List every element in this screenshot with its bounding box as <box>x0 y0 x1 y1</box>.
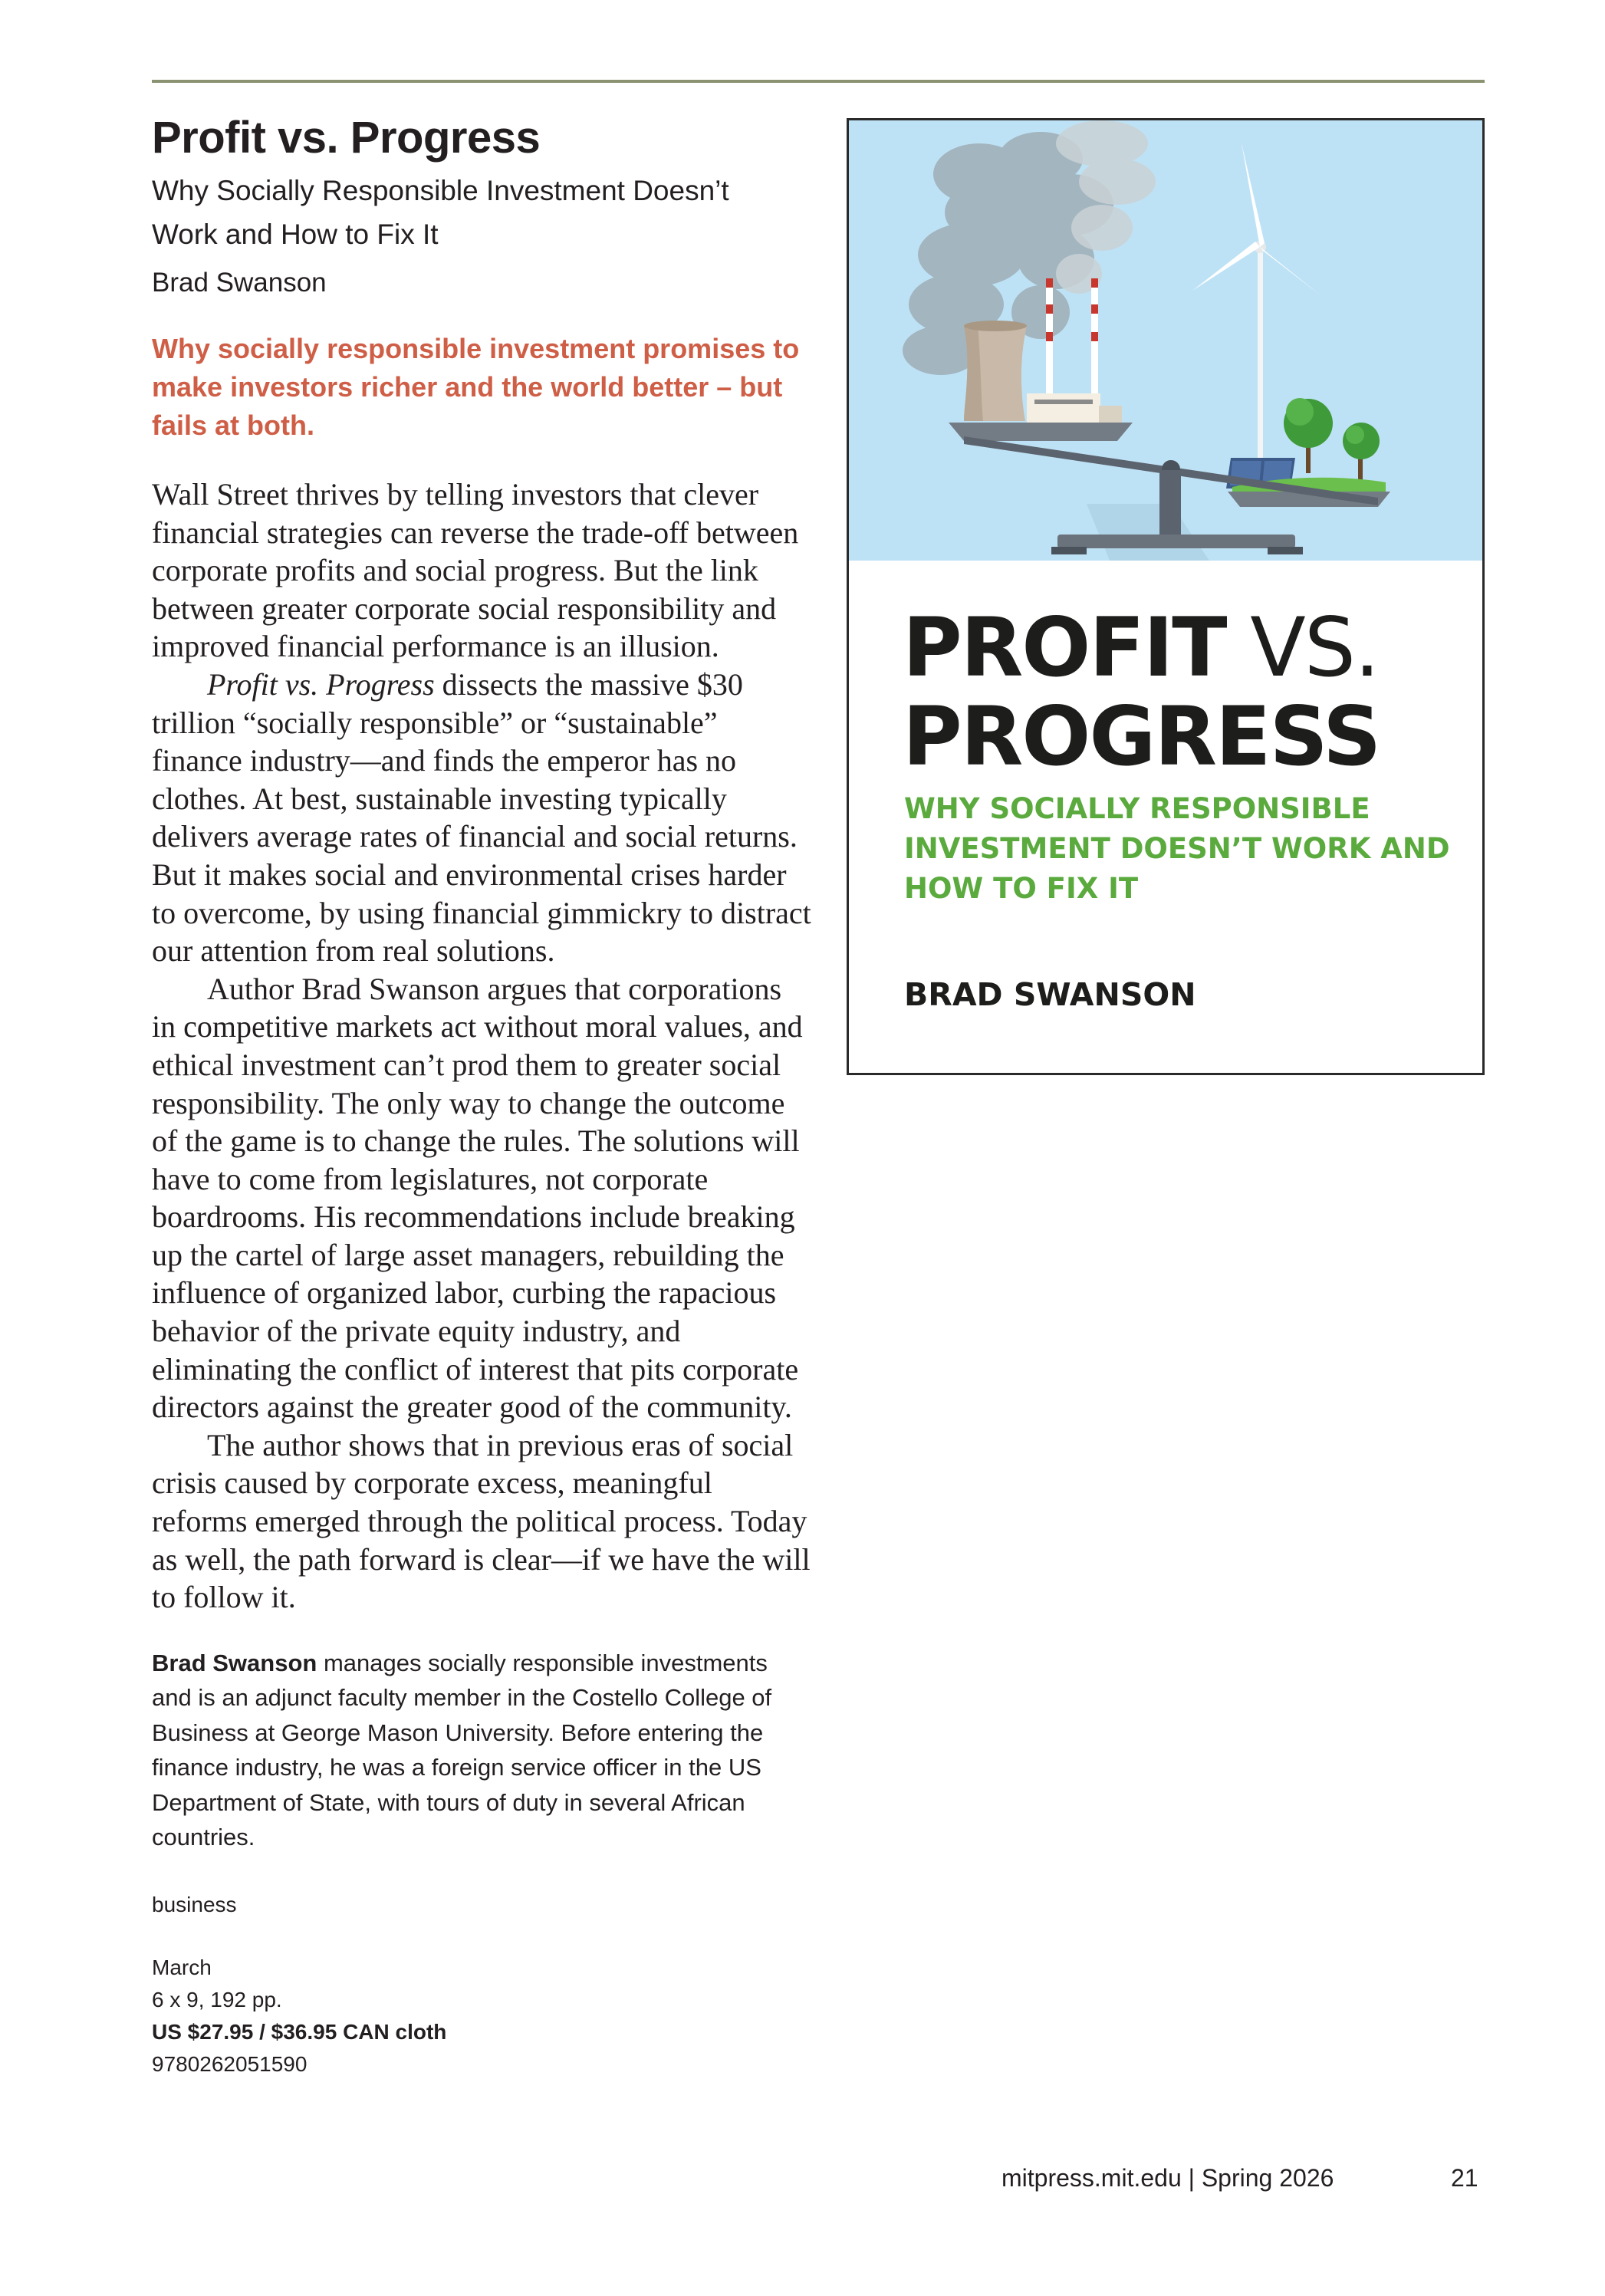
pub-format: 6 x 9, 192 pp. <box>152 1987 282 2011</box>
description-paragraph <box>152 666 811 970</box>
cover-author: BRAD SWANSON <box>904 976 1196 1013</box>
description-paragraph: The author shows that in previous eras of social crisis caused by corporate excess, meaningful reforms emerged through the political process. Today as well, the path forward is clear—if we have the will to follow it. <box>152 1427 811 1615</box>
book-author: Brad Swanson <box>152 268 327 298</box>
book-cover <box>847 118 1485 1075</box>
publication-info <box>152 1952 811 2081</box>
book-title: Profit vs. Progress <box>152 113 541 163</box>
cover-subtitle: WHY SOCIALLY RESPONSIBLE INVESTMENT DOESN’T WORK AND HOW TO FIX IT <box>904 792 1450 905</box>
description-paragraph: Author Brad Swanson argues that corporations in competitive markets act without moral values, and ethical investment can’t prod them to greater social responsibility. The only way to change the outcome of the game is to change the rules. The solutions will have to come from legislatures, not corporate boardrooms. His recommendations include breaking up the cartel of large asset managers, rebuilding the influence of organized labor, curbing the rapacious behavior of the private equity industry, and eliminating the conflict of interest that pits corporate directors against the greater good of the community. <box>152 971 803 1425</box>
pub-isbn: 9780262051590 <box>152 2051 308 2076</box>
balance-scale-illustration-icon <box>849 120 1482 561</box>
author-bio <box>152 1646 804 1855</box>
cover-illustration <box>849 120 1482 561</box>
top-rule <box>152 80 1485 83</box>
title-italic: Profit vs. Progress <box>207 666 435 702</box>
footer-site: mitpress.mit.edu | Spring 2026 <box>1001 2164 1334 2192</box>
cover-title <box>903 600 1380 784</box>
pub-price: US $27.95 / $36.95 CAN cloth <box>152 2019 447 2044</box>
pub-month: March <box>152 1955 212 1979</box>
book-description <box>152 475 811 1617</box>
cover-title-vs: VS. <box>1225 600 1379 695</box>
description-paragraph: Wall Street thrives by telling investors that clever financial strategies can reverse the trade-off between corporate profits and social progress. But the link between greater corporate social responsibility and improved financial performance is an illusion. <box>152 477 799 664</box>
cover-title-profit: PROFIT <box>903 600 1226 695</box>
book-tagline: Why socially responsible investment promises to make investors richer and the world better – but fails at both. <box>152 333 800 441</box>
bio-name: Brad Swanson <box>152 1649 317 1676</box>
bio-text: manages socially responsible investments and is an adjunct faculty member in the Costello College of Business at George Mason University. Before entering the finance industry, he was a foreign service officer in the US Department of State, with tours of duty in several African countries. <box>152 1649 772 1851</box>
subject-category: business <box>152 1892 237 1916</box>
page-number: 21 <box>1451 2164 1478 2192</box>
book-subtitle: Why Socially Responsible Investment Doesn’t Work and How to Fix It <box>152 175 729 250</box>
cover-title-progress: PROGRESS <box>903 689 1380 784</box>
book-entry <box>152 107 811 2081</box>
description-text: dissects the massive $30 trillion “socially responsible” or “sustainable” finance industry—and finds the emperor has no clothes. At best, sustainable investing typically delivers average rates of financial and social returns. But it makes social and environmental crises harder to overcome, by using financial gimmickry to distract our attention from real solutions. <box>152 666 811 969</box>
